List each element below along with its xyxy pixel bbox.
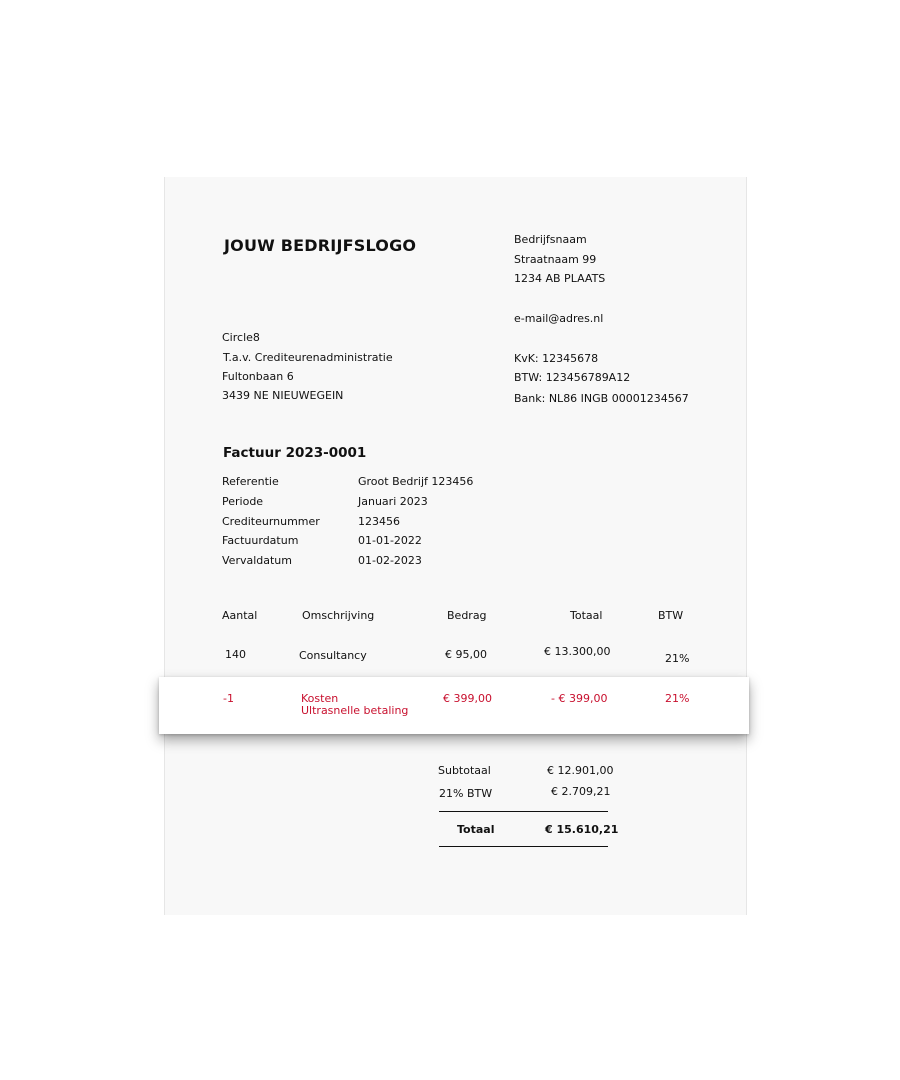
invoice-title: Factuur 2023-0001: [223, 445, 367, 461]
client-name: Circle8: [222, 331, 260, 344]
meta-value-vervaldatum: 01-02-2023: [358, 554, 422, 567]
row-1-aantal: 140: [225, 648, 246, 661]
table-header-aantal: Aantal: [222, 609, 258, 622]
client-street: Fultonbaan 6: [222, 370, 294, 383]
client-attention: T.a.v. Crediteurenadministratie: [223, 351, 393, 364]
row-1-omschrijving: Consultancy: [299, 649, 367, 662]
company-name: Bedrijfsnaam: [514, 233, 587, 246]
totals-divider-top: [439, 811, 608, 812]
meta-label-vervaldatum: Vervaldatum: [222, 554, 292, 567]
row-2-btw: 21%: [665, 692, 690, 705]
company-bank: Bank: NL86 INGB 00001234567: [514, 392, 689, 405]
btw-total-label: 21% BTW: [439, 787, 493, 800]
totaal-value: € 15.610,21: [545, 823, 619, 836]
row-1-totaal: € 13.300,00: [544, 645, 611, 658]
table-header-bedrag: Bedrag: [447, 609, 487, 622]
totaal-label: Totaal: [457, 823, 495, 836]
row-2-aantal: -1: [223, 692, 234, 705]
row-1-bedrag: € 95,00: [445, 648, 487, 661]
meta-value-factuurdatum: 01-01-2022: [358, 534, 422, 547]
client-postal-city: 3439 NE NIEUWEGEIN: [222, 389, 344, 402]
row-2-omschrijving: Kosten: [301, 692, 339, 705]
company-kvk: KvK: 12345678: [514, 352, 599, 365]
table-header-btw: BTW: [658, 609, 684, 622]
meta-label-referentie: Referentie: [222, 475, 279, 488]
subtotaal-value: € 12.901,00: [547, 764, 614, 777]
meta-label-factuurdatum: Factuurdatum: [222, 534, 299, 547]
meta-value-referentie: Groot Bedrijf 123456: [358, 475, 474, 488]
meta-label-crediteurnummer: Crediteurnummer: [222, 515, 320, 528]
company-street: Straatnaam 99: [514, 253, 597, 266]
btw-total-value: € 2.709,21: [551, 785, 611, 798]
row-2-totaal: - € 399,00: [551, 692, 608, 705]
table-header-totaal: Totaal: [570, 609, 603, 622]
row-2-bedrag: € 399,00: [443, 692, 492, 705]
company-logo-text: JOUW BEDRIJFSLOGO: [224, 236, 417, 255]
company-btw: BTW: 123456789A12: [514, 371, 631, 384]
subtotaal-label: Subtotaal: [438, 764, 491, 777]
totals-divider-bottom: [439, 846, 608, 847]
highlighted-row: [159, 677, 749, 734]
table-header-omschrijving: Omschrijving: [302, 609, 375, 622]
meta-label-periode: Periode: [222, 495, 264, 508]
meta-value-periode: Januari 2023: [358, 495, 428, 508]
company-email: e-mail@adres.nl: [514, 312, 604, 325]
meta-value-crediteurnummer: 123456: [358, 515, 400, 528]
row-1-btw: 21%: [665, 652, 690, 665]
company-postal-city: 1234 AB PLAATS: [514, 272, 606, 285]
row-2-omschrijving-detail: Ultrasnelle betaling: [301, 704, 409, 717]
